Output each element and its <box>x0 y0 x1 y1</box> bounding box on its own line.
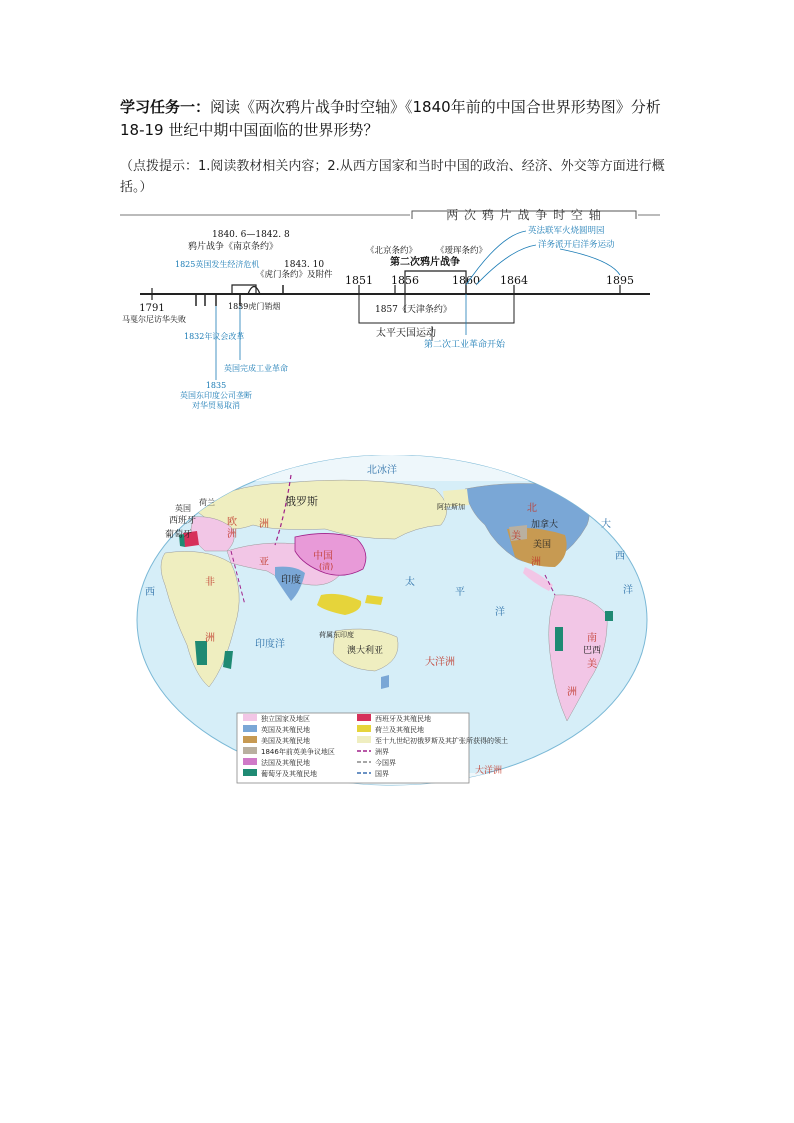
task-statement <box>120 96 680 142</box>
label-usa: 美国 <box>533 540 552 550</box>
label-spain: 西班牙 <box>169 516 197 526</box>
year-1895: 1895 <box>606 274 634 287</box>
label-asia-zhou: 洲 <box>259 519 269 530</box>
hint-text: （点拨提示：1.阅读教材相关内容；2.从西方国家和当时中国的政治、经济、外交等方面进行概括。） <box>120 159 665 195</box>
legend-swatch <box>357 736 371 743</box>
event-eic-text1: 英国东印度公司垄断 <box>180 391 252 400</box>
legend-label: 1846年前英美争议地区 <box>261 748 335 756</box>
label-pacific-yang: 洋 <box>495 607 505 618</box>
event-second-ir: 第二次工业革命开始 <box>424 340 506 350</box>
label-europe: 欧 <box>227 517 237 528</box>
task-label: 学习任务一： <box>120 98 211 116</box>
label-atlantic-yang: 洋 <box>623 585 633 596</box>
label-portugal: 葡萄牙 <box>165 530 193 540</box>
label-north-zhou: 洲 <box>531 557 541 568</box>
event-aihui: 《瑷珲条约》 <box>436 246 488 256</box>
year-1851: 1851 <box>345 274 373 287</box>
label-asia-ya: 亚 <box>259 557 269 568</box>
event-eic-text2: 对华贸易取消 <box>192 401 240 410</box>
event-taiping: 太平天国运动 <box>376 328 436 339</box>
timeline-title: 两 次 鸦 片 战 争 时 空 轴 <box>446 208 602 222</box>
label-australia: 澳大利亚 <box>347 646 384 656</box>
legend-label: 美国及其殖民地 <box>261 737 310 745</box>
label-europe-zhou: 洲 <box>227 529 237 540</box>
label-dutch-east-indies: 荷属东印度 <box>319 631 354 639</box>
map-legend <box>237 713 508 783</box>
event-burn-yuanmingyuan: 英法联军火烧圆明园 <box>528 226 605 236</box>
legend-swatch <box>243 736 257 743</box>
label-atlantic-xi: 西 <box>615 551 625 562</box>
label-pacific-tai: 太 <box>405 577 415 588</box>
legend-label: 至十九世纪初俄罗斯及其扩张所获得的领土 <box>375 737 508 745</box>
label-indian-ocean: 印度洋 <box>255 639 285 650</box>
legend-swatch <box>357 714 371 721</box>
label-britain: 英国 <box>175 504 191 513</box>
legend-swatch <box>243 769 257 776</box>
event-crisis1825: 1825英国发生经济危机 <box>175 260 260 269</box>
label-china-qing: (清) <box>319 562 334 571</box>
label-india: 印度 <box>281 575 301 586</box>
year-1856: 1856 <box>391 274 419 287</box>
label-arctic: 北冰洋 <box>367 465 397 476</box>
world-map-svg <box>135 455 650 790</box>
legend-label: 洲界 <box>375 748 389 756</box>
label-north-bei: 北 <box>527 503 537 514</box>
label-da-yang: 大洋洲 <box>475 766 503 776</box>
legend-label: 今国界 <box>375 759 396 767</box>
legend-label: 西班牙及其殖民地 <box>375 715 431 723</box>
event-second-war: 第二次鸦片战争 <box>390 257 460 268</box>
event-macartney: 马戛尔尼访华失败 <box>122 315 186 324</box>
label-south-nan: 南 <box>587 633 597 644</box>
event-humen-treaty: 《虎门条约》及附件 <box>256 270 333 280</box>
legend-label: 英国及其殖民地 <box>261 726 310 734</box>
label-brazil: 巴西 <box>583 646 602 656</box>
label-alaska: 阿拉斯加 <box>437 503 465 511</box>
legend-swatch <box>357 725 371 732</box>
label-africa-zhou: 洲 <box>205 633 215 644</box>
event-tianjin: 1857《天津条约》 <box>375 305 452 315</box>
event-eic-1835: 1835 <box>205 381 227 390</box>
legend-swatch <box>243 758 257 765</box>
label-atlantic-da: 大 <box>601 519 611 530</box>
event-industrial: 英国完成工业革命 <box>224 364 288 373</box>
label-china: 中国 <box>313 551 333 562</box>
label-north-mei: 美 <box>511 531 521 542</box>
legend-label: 独立国家及地区 <box>261 715 310 723</box>
world-map <box>135 455 650 790</box>
year-1864: 1864 <box>500 274 528 287</box>
event-opium-war: 鸦片战争《南京条约》 <box>188 242 279 252</box>
label-holland: 荷兰 <box>199 498 215 507</box>
timeline-svg <box>120 205 660 415</box>
task-text: 阅读《两次鸦片战争时空轴》《1840年前的中国合世界形势图》分析 18-19 世纪中期中国面临的世界形势？ <box>120 98 661 139</box>
legend-swatch <box>243 714 257 721</box>
legend-label: 国界 <box>375 770 389 778</box>
event-humen-treaty-date: 1843. 10 <box>284 260 325 270</box>
label-dayangzhou: 大洋洲 <box>425 657 455 668</box>
legend-label: 法国及其殖民地 <box>261 759 310 767</box>
year-1791: 1791 <box>139 303 165 314</box>
label-south-zhou: 洲 <box>567 687 577 698</box>
event-opium-war-dates: 1840. 6—1842. 8 <box>212 230 290 240</box>
label-africa-fei: 非 <box>205 577 215 588</box>
timeline-figure <box>120 205 660 415</box>
label-south-mei: 美 <box>587 659 597 670</box>
legend-label: 葡萄牙及其殖民地 <box>261 770 317 778</box>
year-1860: 1860 <box>452 274 480 287</box>
label-west-xi: 西 <box>145 587 155 598</box>
legend-label: 荷兰及其殖民地 <box>375 726 424 734</box>
label-russia: 俄罗斯 <box>285 495 318 508</box>
label-pacific-ping: 平 <box>455 587 465 598</box>
event-beijing: 《北京条约》 <box>366 246 418 256</box>
label-canada: 加拿大 <box>531 520 559 530</box>
event-humen-burn: 1839虎门销烟 <box>228 302 281 311</box>
legend-swatch <box>243 747 257 754</box>
event-reform1832: 1832年议会改革 <box>184 332 245 341</box>
event-yangwu: 洋务派开启洋务运动 <box>538 240 615 250</box>
legend-swatch <box>243 725 257 732</box>
